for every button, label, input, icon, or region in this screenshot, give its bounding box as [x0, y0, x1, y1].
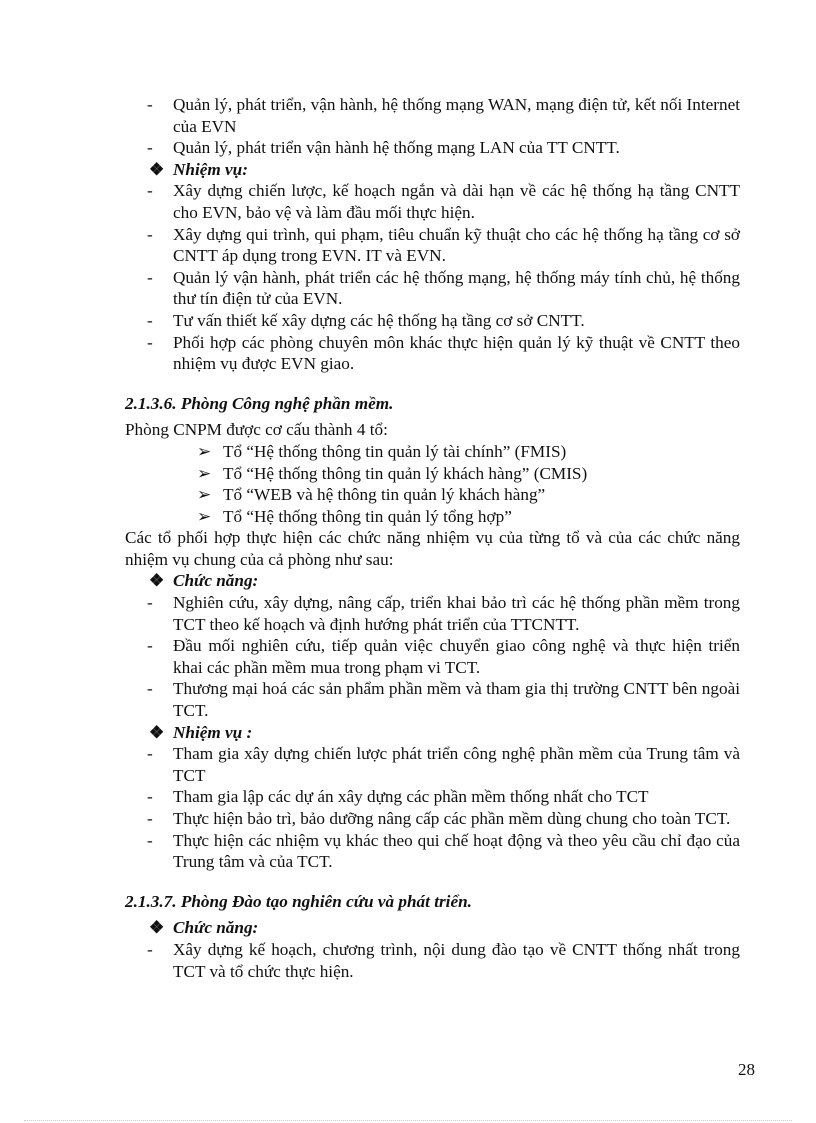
list-item: - Xây dựng kế hoạch, chương trình, nội dung đào tạo về CNTT thống nhất trong TCT và tổ chức thực hiện.: [147, 939, 740, 981]
paragraph: Các tổ phối hợp thực hiện các chức năng nhiệm vụ của từng tổ và của các chức năng nhiệm vụ chung của cả phòng như sau:: [125, 528, 740, 569]
list-item: - Nghiên cứu, xây dựng, nâng cấp, triển khai bảo trì các hệ thống phần mềm trong TCT theo kế hoạch và định hướng phát triển của TTCNTT.: [147, 593, 740, 634]
arrow-bullet-icon: ➢: [197, 441, 212, 461]
diamond-bullet-icon: ❖: [149, 722, 165, 742]
diamond-bullet-icon: ❖: [149, 571, 165, 591]
list-item: - Quản lý, phát triển, vận hành, hệ thống mạng WAN, mạng điện tử, kết nối Internet của EVN: [147, 95, 740, 136]
list-item: - Xây dựng qui trình, qui phạm, tiêu chuẩn kỹ thuật cho các hệ thống hạ tầng cơ sở CNTT áp dụng trong EVN. IT và EVN.: [147, 224, 740, 266]
page-footer-divider: [24, 1120, 792, 1121]
list-item: - Đầu mối nghiên cứu, tiếp quản việc chuyển giao công nghệ và thực hiện triển khai các phần mềm mua trong phạm vi TCT.: [147, 636, 740, 677]
list-item: - Quản lý, phát triển vận hành hệ thống mạng LAN của TT CNTT.: [147, 138, 620, 158]
paragraph: Phòng CNPM được cơ cấu thành 4 tổ:: [125, 420, 388, 440]
list-item: ➢ Tổ “Hệ thống thông tin quản lý tổng hợp”: [197, 506, 512, 526]
list-item: - Tham gia xây dựng chiến lược phát triển công nghệ phần mềm của Trung tâm và TCT: [147, 744, 740, 785]
list-item: - Thương mại hoá các sản phẩm phần mềm và tham gia thị trường CNTT bên ngoài TCT.: [147, 679, 740, 721]
page-number: 28: [738, 1060, 755, 1079]
list-item: - Thực hiện bảo trì, bảo dưỡng nâng cấp các phần mềm dùng chung cho toàn TCT.: [147, 809, 731, 828]
list-item: ➢ Tổ “WEB và hệ thông tin quản lý khách hàng”: [197, 485, 546, 505]
list-item: - Tư vấn thiết kế xây dựng các hệ thống hạ tầng cơ sở CNTT.: [147, 310, 585, 330]
section-heading: 2.1.3.7. Phòng Đào tạo nghiên cứu và phát triển.: [125, 891, 472, 911]
page-content: [125, 94, 740, 982]
arrow-bullet-icon: ➢: [197, 506, 212, 526]
list-item: - Thực hiện các nhiệm vụ khác theo qui chế hoạt động và theo yêu cầu chỉ đạo của Trung tâm và của TCT.: [147, 830, 740, 872]
arrow-bullet-icon: ➢: [197, 463, 212, 483]
subheading-nhiem-vu: ❖ Nhiệm vụ :: [149, 722, 253, 742]
list-item: - Tham gia lập các dự án xây dựng các phần mềm thống nhất cho TCT: [147, 787, 649, 807]
subheading-nhiem-vu: ❖ Nhiệm vụ:: [149, 159, 248, 179]
subheading-chuc-nang: ❖ Chức năng:: [149, 918, 259, 938]
diamond-bullet-icon: ❖: [149, 159, 165, 179]
diamond-bullet-icon: ❖: [149, 918, 165, 938]
list-item: - Phối hợp các phòng chuyên môn khác thực hiện quản lý kỹ thuật về CNTT theo nhiệm vụ được EVN giao.: [147, 332, 740, 374]
subheading-chuc-nang: ❖ Chức năng:: [149, 571, 259, 591]
list-item: ➢ Tổ “Hệ thống thông tin quản lý khách hàng” (CMIS): [197, 463, 588, 483]
arrow-bullet-icon: ➢: [197, 485, 212, 505]
list-item: - Quản lý vận hành, phát triển các hệ thống mạng, hệ thống máy tính chủ, hệ thống thư tín điện tử của EVN.: [147, 267, 740, 309]
list-item: - Xây dựng chiến lược, kế hoạch ngắn và dài hạn về các hệ thống hạ tầng CNTT cho EVN, bảo vệ và làm đầu mối thực hiện.: [147, 181, 740, 222]
list-item: ➢ Tổ “Hệ thống thông tin quản lý tài chính” (FMIS): [197, 441, 567, 461]
section-heading: 2.1.3.6. Phòng Công nghệ phần mềm.: [125, 393, 394, 413]
